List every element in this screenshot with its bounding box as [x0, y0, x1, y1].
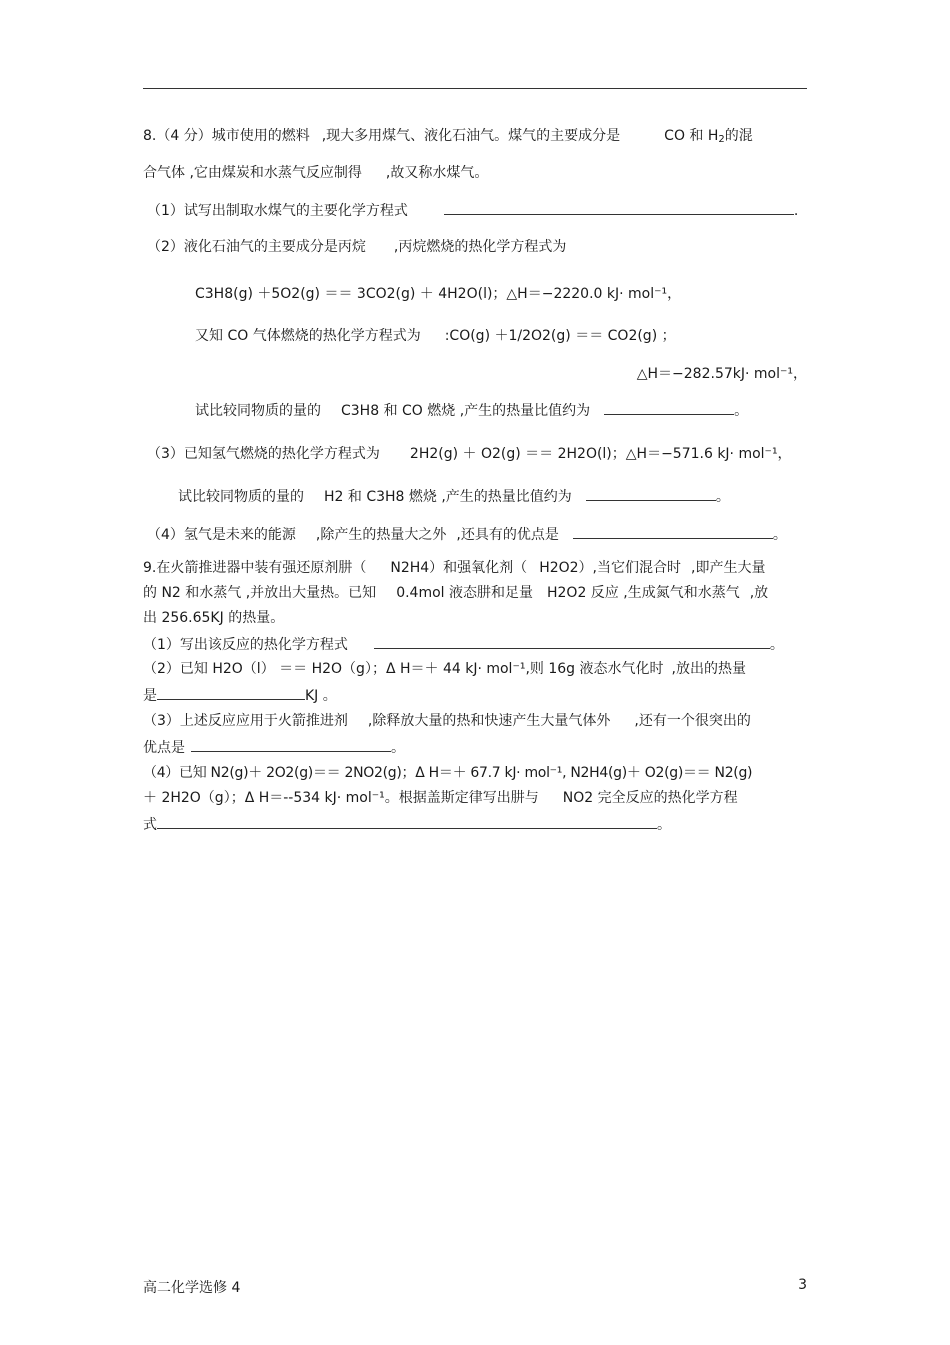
q8-eq1: C3H8(g) ＋5O2(g) ＝＝ 3CO2(g) ＋ 4H2O(l)；△H＝−2220.0 kJ· mol⁻¹， [195, 286, 682, 302]
q9-part4-cont: ＋ 2H2O（g）；Δ H＝--534 kJ· mol⁻¹。根据盖斯定律写出肼与 NO2 完全反应的热化学方程 [143, 790, 738, 806]
answer-blank[interactable] [374, 634, 770, 649]
q9-part3-cont: 优点是 。 [143, 737, 807, 758]
answer-blank[interactable] [191, 737, 391, 752]
q9-part4-end: 式 。 [143, 814, 807, 835]
answer-blank[interactable] [444, 200, 794, 215]
answer-blank[interactable] [604, 400, 734, 415]
footer-course: 高二化学选修 4 [143, 1280, 241, 1296]
q9-part2: （2）已知 H2O（l） ＝＝ H2O（g）；Δ H＝＋ 44 kJ· mol⁻¹,则 16g 液态水气化时 ,放出的热量 [143, 661, 746, 677]
q8-part2: （2）液化石油气的主要成分是丙烷 ,丙烷燃烧的热化学方程式为 [147, 239, 567, 255]
q9-part4: （4）已知 N2(g)＋ 2O2(g)＝＝ 2NO2(g)；Δ H＝＋ 67.7 kJ· mol⁻¹, N2H4(g)＋ O2(g)＝＝ N2(g) [143, 765, 753, 781]
q9-line1: 9.在火箭推进器中装有强还原剂肼（ N2H4）和强氧化剂（ H2O2）,当它们混合时 ,即产生大量 [143, 560, 766, 576]
q9-line3: 出 256.65KJ 的热量。 [143, 610, 285, 626]
q8-line1: 8.（4 分）城市使用的燃料 ,现大多用煤气、液化石油气。煤气的主要成分是 CO 和 $H_2$的混 [143, 128, 753, 145]
header-rule [143, 88, 807, 89]
q9-part3: （3）上述反应应用于火箭推进剂 ,除释放大量的热和快速产生大量气体外 ,还有一个很突出的 [143, 713, 751, 729]
q8-line2: 合气体 ,它由煤炭和水蒸气反应制得 ,故又称水煤气。 [143, 165, 489, 181]
q8-eq2-dh: △H＝−282.57kJ· mol⁻¹， [636, 366, 807, 382]
q8-eq2: 又知 CO 气体燃烧的热化学方程式为 :CO(g) ＋1/2O2(g) ＝＝ CO2(g) ； [195, 328, 676, 344]
answer-blank[interactable] [157, 814, 657, 829]
page-number: 3 [798, 1277, 807, 1293]
q8-compare1: 试比较同物质的量的 C3H8 和 CO 燃烧 ,产生的热量比值约为 。 [195, 400, 859, 421]
q8-part3: （3）已知氢气燃烧的热化学方程式为 2H2(g) ＋ O2(g) ＝＝ 2H2O(l)；△H＝−571.6 kJ· mol⁻¹， [147, 446, 792, 462]
q9-part1: （1）写出该反应的热化学方程式 。 [143, 634, 807, 655]
answer-blank[interactable] [573, 524, 773, 539]
answer-blank[interactable] [157, 685, 305, 700]
q8-compare2: 试比较同物质的量的 H2 和 C3H8 燃烧 ,产生的热量比值约为 。 [178, 486, 842, 507]
q9-line2: 的 N2 和水蒸气 ,并放出大量热。已知 0.4mol 液态肼和足量 H2O2 反应 ,生成氮气和水蒸气 ,放 [143, 585, 769, 601]
q8-part1: （1）试写出制取水煤气的主要化学方程式 . [147, 200, 811, 221]
q8-part4: （4）氢气是未来的能源 ,除产生的热量大之外 ,还具有的优点是 。 [147, 524, 811, 545]
q9-part2-cont: 是 KJ 。 [143, 685, 807, 706]
answer-blank[interactable] [586, 486, 716, 501]
